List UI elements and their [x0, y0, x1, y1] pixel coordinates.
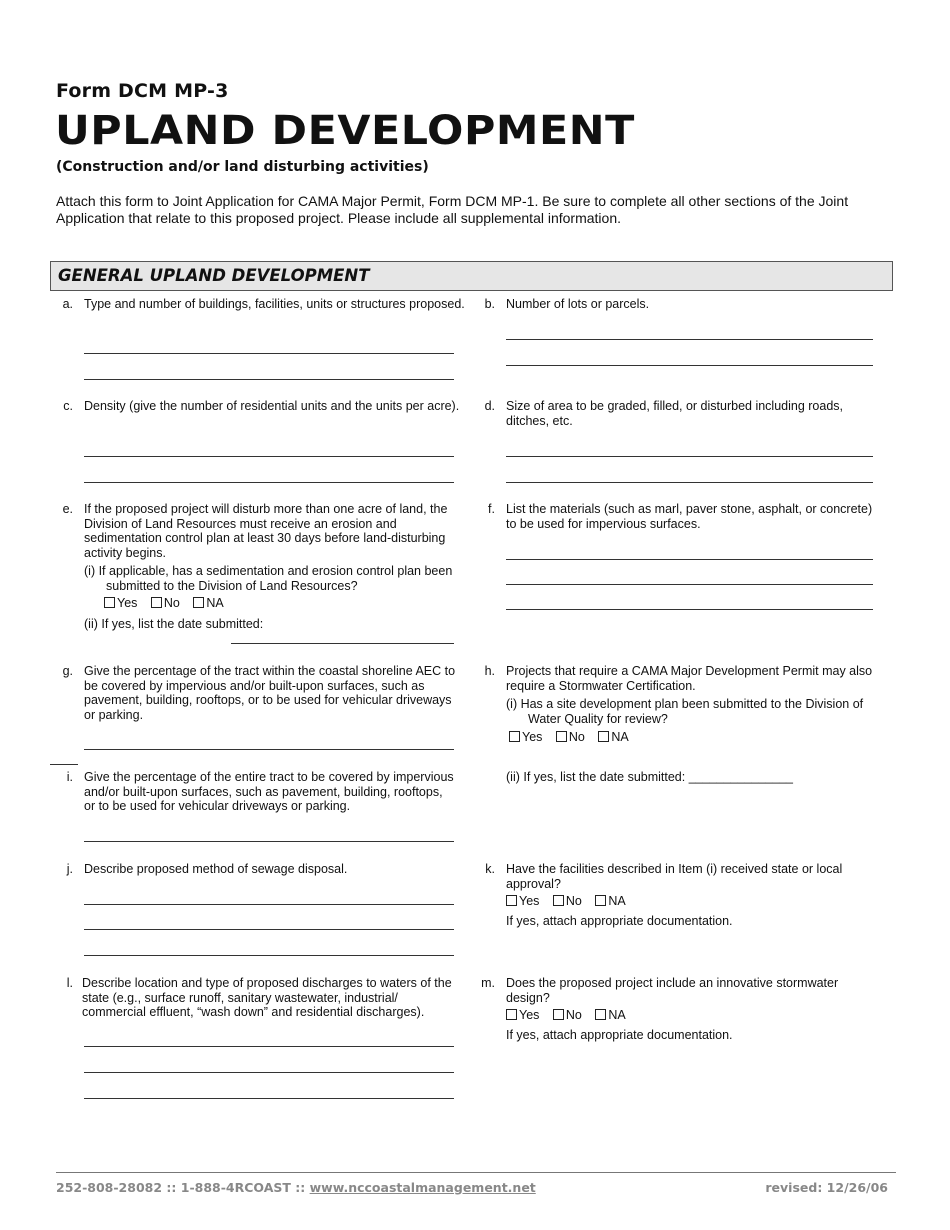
answer-line[interactable] — [84, 904, 454, 905]
item-label: g. — [62, 664, 73, 678]
item-label: e. — [62, 502, 73, 516]
item-text: Give the percentage of the tract within the coastal shoreline AEC to be covered by impervious and/or built-upon surfaces, such as pavement, building, rooftops, or to be used for vehicular driveways or parking. — [84, 664, 456, 722]
item-text: Density (give the number of residential units and the units per acre). — [84, 399, 460, 413]
yes-checkbox[interactable] — [509, 731, 520, 742]
item-text: Number of lots or parcels. — [506, 297, 650, 311]
item-text: Does the proposed project include an innovative stormwater design? — [506, 976, 839, 1005]
answer-line[interactable] — [84, 955, 454, 956]
answer-line[interactable] — [506, 456, 873, 457]
na-option[interactable]: NA — [598, 730, 628, 744]
no-checkbox[interactable] — [556, 731, 567, 742]
answer-line[interactable] — [506, 584, 873, 585]
yes-checkbox[interactable] — [506, 1009, 517, 1020]
section-title: GENERAL UPLAND DEVELOPMENT — [58, 266, 370, 285]
answer-line[interactable] — [84, 749, 454, 750]
answer-line[interactable] — [506, 609, 873, 610]
item-h-sub2: (ii) If yes, list the date submitted: _______________ — [506, 770, 793, 784]
item-label: j. — [66, 862, 73, 876]
yes-option[interactable]: Yes — [509, 730, 542, 744]
answer-line[interactable] — [84, 353, 454, 354]
item-label: k. — [485, 862, 495, 876]
na-option[interactable]: NA — [595, 894, 625, 908]
answer-line[interactable] — [84, 1046, 454, 1047]
item-label: a. — [62, 297, 73, 311]
yes-checkbox[interactable] — [104, 597, 115, 608]
section-header — [50, 261, 893, 291]
item-label: i. — [66, 770, 73, 784]
item-h-sub1: (i) Has a site development plan been submitted to the Division of Water Quality for review? — [506, 697, 864, 726]
no-checkbox[interactable] — [151, 597, 162, 608]
na-checkbox[interactable] — [595, 895, 606, 906]
footer-phones: 252-808-28082 :: 1-888-4RCOAST :: — [56, 1180, 310, 1195]
answer-line[interactable] — [506, 365, 873, 366]
item-e-options — [104, 596, 234, 611]
footer-revised: revised: 12/26/06 — [765, 1180, 888, 1195]
item-k-options — [506, 894, 636, 909]
item-label: h. — [484, 664, 495, 678]
yes-option[interactable]: Yes — [104, 596, 137, 610]
item-m-note: If yes, attach appropriate documentation. — [506, 1028, 733, 1042]
answer-line[interactable] — [84, 1098, 454, 1099]
na-option[interactable]: NA — [193, 596, 223, 610]
answer-line[interactable] — [84, 1072, 454, 1073]
yes-option[interactable]: Yes — [506, 1008, 539, 1022]
page-subtitle: (Construction and/or land disturbing activities) — [56, 159, 429, 175]
item-e-sub1: (i) If applicable, has a sedimentation and erosion control plan been submitted to the Division of Land Resources? — [84, 564, 453, 593]
item-e-sub2: (ii) If yes, list the date submitted: — [84, 617, 264, 631]
no-option[interactable]: No — [553, 894, 582, 908]
answer-line[interactable] — [84, 929, 454, 930]
item-label: b. — [484, 297, 495, 311]
answer-line[interactable] — [506, 559, 873, 560]
answer-line[interactable] — [84, 482, 454, 483]
na-checkbox[interactable] — [193, 597, 204, 608]
na-checkbox[interactable] — [595, 1009, 606, 1020]
item-h-options — [509, 730, 639, 745]
no-checkbox[interactable] — [553, 895, 564, 906]
answer-line[interactable] — [506, 482, 873, 483]
footer-contact — [56, 1180, 536, 1195]
no-option[interactable]: No — [151, 596, 180, 610]
item-text: Give the percentage of the entire tract to be covered by impervious and/or built-upon surfaces, such as pavement, building, rooftops, or to be used for vehicular driveways or parking. — [84, 770, 454, 813]
no-option[interactable]: No — [553, 1008, 582, 1022]
item-k-note: If yes, attach appropriate documentation. — [506, 914, 733, 928]
item-text: Projects that require a CAMA Major Development Permit may also require a Stormwater Certification. — [506, 664, 873, 693]
intro-text: Attach this form to Joint Application for CAMA Major Permit, Form DCM MP-1. Be sure to complete all other sections of the Joint Application that relate to this proposed project. Please include all supplemental information. — [56, 193, 849, 226]
yes-option[interactable]: Yes — [506, 894, 539, 908]
answer-line[interactable] — [506, 339, 873, 340]
footer-divider — [56, 1172, 896, 1173]
item-label: l. — [66, 976, 73, 990]
item-text: Have the facilities described in Item (i) received state or local approval? — [506, 862, 843, 891]
item-text: If the proposed project will disturb more than one acre of land, the Division of Land Resources must receive an erosion and sedimentation control plan at least 30 days before land-disturbing activity begins. — [84, 502, 448, 560]
na-checkbox[interactable] — [598, 731, 609, 742]
item-label: m. — [481, 976, 495, 990]
item-text: Type and number of buildings, facilities, units or structures proposed. — [84, 297, 465, 311]
no-option[interactable]: No — [556, 730, 585, 744]
page-title: UPLAND DEVELOPMENT — [55, 108, 635, 154]
item-text: Describe location and type of proposed discharges to waters of the state (e.g., surface runoff, sanitary wastewater, industrial/ commercial effluent, “wash down” and residential discharges). — [82, 976, 452, 1019]
na-option[interactable]: NA — [595, 1008, 625, 1022]
answer-line[interactable] — [84, 456, 454, 457]
footer-website-link[interactable]: www.nccoastalmanagement.net — [309, 1180, 536, 1195]
yes-checkbox[interactable] — [506, 895, 517, 906]
margin-mark — [50, 764, 78, 765]
form-id: Form DCM MP-3 — [56, 80, 229, 102]
item-label: c. — [63, 399, 73, 413]
item-label: f. — [488, 502, 495, 516]
answer-line[interactable] — [84, 379, 454, 380]
item-text: Size of area to be graded, filled, or disturbed including roads, ditches, etc. — [506, 399, 844, 428]
answer-line[interactable] — [84, 841, 454, 842]
date-line[interactable] — [231, 643, 454, 644]
no-checkbox[interactable] — [553, 1009, 564, 1020]
item-text: List the materials (such as marl, paver stone, asphalt, or concrete) to be used for impervious surfaces. — [506, 502, 873, 531]
item-text: Describe proposed method of sewage disposal. — [84, 862, 348, 876]
item-m-options — [506, 1008, 636, 1023]
item-label: d. — [484, 399, 495, 413]
